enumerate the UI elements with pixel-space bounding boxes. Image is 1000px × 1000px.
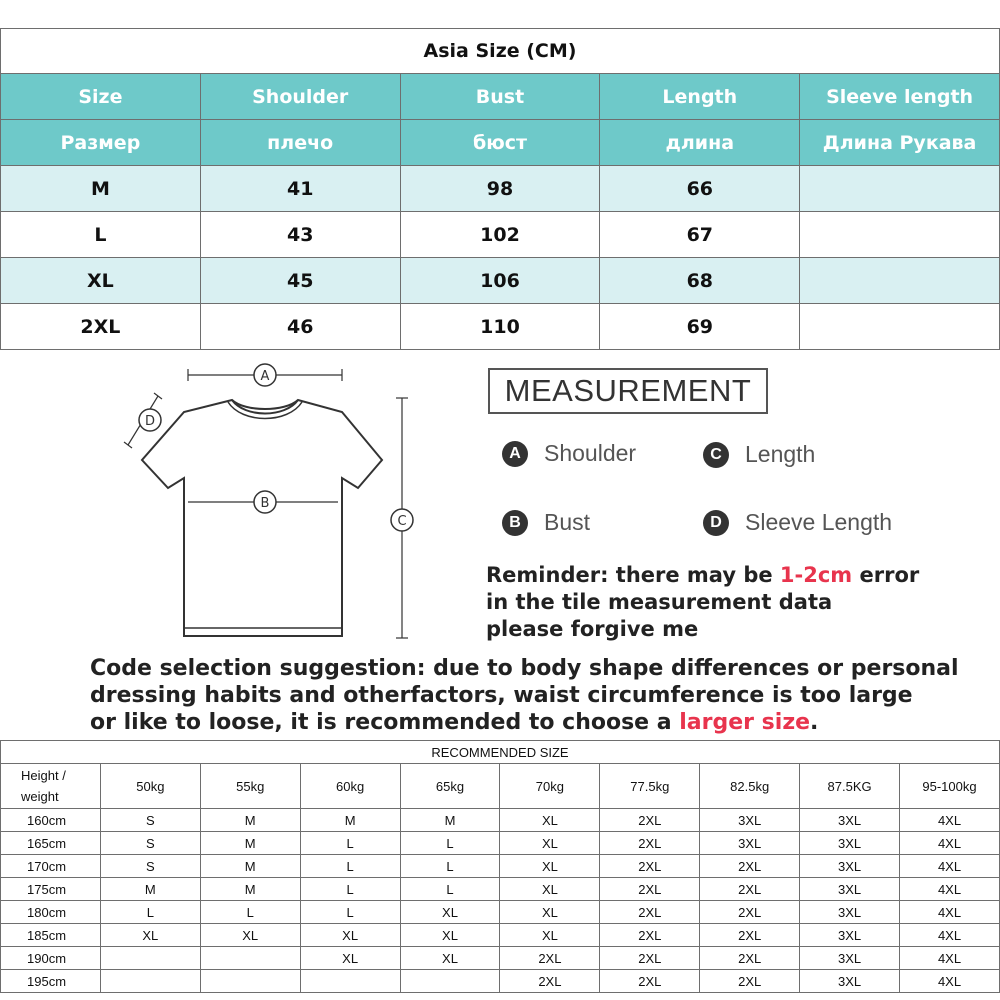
size-cell: XL [400, 947, 500, 970]
size-cell: S [100, 855, 200, 878]
suggestion-end: . [810, 710, 819, 735]
size-cell: 4XL [900, 970, 1000, 993]
table-row [1, 258, 1000, 304]
header-size: Size [1, 74, 201, 120]
height-cell: 185cm [1, 924, 101, 947]
size-cell: XL [200, 924, 300, 947]
size-table [0, 28, 1000, 350]
weight-header: 82.5kg [700, 764, 800, 809]
size-cell: M [200, 855, 300, 878]
size-cell: 4XL [900, 924, 1000, 947]
badge-b-icon: B [502, 510, 528, 536]
sleeve-cell [800, 258, 1000, 304]
size-cell: 2XL [500, 970, 600, 993]
weight-header: 65kg [400, 764, 500, 809]
legend-label: Shoulder [544, 440, 637, 466]
size-table-header-ru [1, 120, 1000, 166]
height-cell: 170cm [1, 855, 101, 878]
size-cell: L [1, 212, 201, 258]
header-shoulder-ru: плечо [200, 120, 400, 166]
corner-line1: Height / [21, 768, 66, 783]
size-cell: XL [500, 832, 600, 855]
legend-label: Length [745, 441, 816, 467]
size-cell: 2XL [700, 970, 800, 993]
size-chart [0, 28, 1000, 350]
bust-cell: 102 [400, 212, 600, 258]
recommended-size-table [0, 740, 1000, 993]
size-cell: 4XL [900, 878, 1000, 901]
size-cell: 4XL [900, 832, 1000, 855]
table-row [1, 212, 1000, 258]
height-weight-header [1, 764, 101, 809]
recommended-header-row [1, 764, 1000, 809]
size-cell: 2XL [700, 901, 800, 924]
size-cell: 3XL [800, 855, 900, 878]
size-cell: L [400, 855, 500, 878]
header-bust-ru: бюст [400, 120, 600, 166]
header-length-ru: длина [600, 120, 800, 166]
size-cell [200, 947, 300, 970]
size-cell: S [100, 832, 200, 855]
table-row [1, 809, 1000, 832]
table-row [1, 304, 1000, 350]
tshirt-outline-icon [142, 400, 382, 636]
size-cell: L [300, 878, 400, 901]
reminder-text [486, 562, 986, 643]
legend-length [703, 441, 815, 468]
size-cell: 4XL [900, 901, 1000, 924]
suggestion-line2: dressing habits and otherfactors, waist circumference is too large [90, 683, 913, 708]
measurement-title: MEASUREMENT [488, 368, 768, 414]
height-cell: 195cm [1, 970, 101, 993]
size-cell: 4XL [900, 947, 1000, 970]
weight-header: 50kg [100, 764, 200, 809]
badge-a-icon: A [502, 441, 528, 467]
size-cell: XL [300, 947, 400, 970]
legend-label: Bust [544, 509, 591, 535]
size-cell: XL [500, 809, 600, 832]
legend-label: Sleeve Length [745, 509, 893, 535]
length-cell: 68 [600, 258, 800, 304]
suggestion-line1: Code selection suggestion: due to body shape differences or personal [90, 656, 959, 681]
size-cell: M [300, 809, 400, 832]
size-cell: L [400, 832, 500, 855]
weight-header: 87.5KG [800, 764, 900, 809]
size-cell: XL [500, 878, 600, 901]
suggestion-line3: or like to loose, it is recommended to choose a [90, 710, 680, 735]
size-cell: 3XL [700, 832, 800, 855]
height-cell: 180cm [1, 901, 101, 924]
sleeve-cell [800, 166, 1000, 212]
size-suggestion-text [90, 655, 990, 736]
size-cell: 2XL [700, 947, 800, 970]
size-cell: L [200, 901, 300, 924]
size-cell: 3XL [800, 901, 900, 924]
size-cell: XL [100, 924, 200, 947]
size-cell: 2XL [700, 878, 800, 901]
recommended-size-chart [0, 740, 1000, 993]
size-cell: L [400, 878, 500, 901]
size-cell: 2XL [700, 924, 800, 947]
table-row [1, 901, 1000, 924]
size-cell: M [400, 809, 500, 832]
size-cell: M [1, 166, 201, 212]
size-cell: XL [400, 924, 500, 947]
badge-d-icon: D [703, 510, 729, 536]
sleeve-cell [800, 212, 1000, 258]
size-cell: 2XL [600, 924, 700, 947]
weight-header: 60kg [300, 764, 400, 809]
weight-header: 77.5kg [600, 764, 700, 809]
suggestion-highlight: larger size [679, 710, 811, 735]
legend-shoulder [502, 440, 636, 467]
size-cell: 2XL [700, 855, 800, 878]
size-cell: 3XL [800, 878, 900, 901]
table-row [1, 970, 1000, 993]
height-cell: 175cm [1, 878, 101, 901]
legend-sleeve-length [703, 509, 892, 536]
table-row [1, 832, 1000, 855]
table-row [1, 947, 1000, 970]
size-cell: M [200, 832, 300, 855]
size-cell: XL [400, 901, 500, 924]
corner-line2: weight [21, 789, 59, 804]
header-length: Length [600, 74, 800, 120]
marker-a: A [260, 369, 270, 384]
shoulder-cell: 41 [200, 166, 400, 212]
bust-cell: 106 [400, 258, 600, 304]
reminder-line2: in the tile measurement data [486, 590, 833, 614]
size-cell: L [300, 855, 400, 878]
size-table-header-en [1, 74, 1000, 120]
table-row [1, 166, 1000, 212]
size-cell: 4XL [900, 809, 1000, 832]
size-cell: 2XL [600, 809, 700, 832]
reminder-line3: please forgive me [486, 617, 699, 641]
size-cell [100, 947, 200, 970]
recommended-title: RECOMMENDED SIZE [1, 741, 1000, 764]
header-sleeve-length: Sleeve length [800, 74, 1000, 120]
tshirt-diagram [120, 360, 440, 650]
reminder-after: error [852, 563, 920, 587]
recommended-body [1, 809, 1000, 993]
size-cell: L [300, 832, 400, 855]
size-cell: 3XL [800, 924, 900, 947]
length-cell: 69 [600, 304, 800, 350]
bust-cell: 110 [400, 304, 600, 350]
size-cell: XL [300, 924, 400, 947]
weight-header: 55kg [200, 764, 300, 809]
table-row [1, 924, 1000, 947]
size-cell [300, 970, 400, 993]
height-cell: 190cm [1, 947, 101, 970]
weight-header: 70kg [500, 764, 600, 809]
size-cell: 3XL [800, 947, 900, 970]
size-cell: M [200, 878, 300, 901]
reminder-highlight: 1-2cm [779, 563, 853, 587]
weight-header: 95-100kg [900, 764, 1000, 809]
height-cell: 165cm [1, 832, 101, 855]
size-cell: XL [500, 924, 600, 947]
size-cell [200, 970, 300, 993]
size-cell [400, 970, 500, 993]
header-bust: Bust [400, 74, 600, 120]
size-cell: 2XL [600, 947, 700, 970]
size-cell: 3XL [800, 970, 900, 993]
table-row [1, 855, 1000, 878]
size-cell: L [300, 901, 400, 924]
size-cell: 2XL [500, 947, 600, 970]
size-cell: 2XL [600, 832, 700, 855]
size-cell: XL [500, 855, 600, 878]
size-cell: XL [500, 901, 600, 924]
shoulder-cell: 46 [200, 304, 400, 350]
table-row [1, 878, 1000, 901]
size-cell: 4XL [900, 855, 1000, 878]
header-size-ru: Размер [1, 120, 201, 166]
legend-bust [502, 509, 590, 536]
reminder-before: Reminder: there may be [486, 563, 780, 587]
size-cell: 3XL [800, 832, 900, 855]
size-cell: 3XL [800, 809, 900, 832]
marker-d: D [144, 414, 156, 429]
size-cell: 3XL [700, 809, 800, 832]
size-cell: XL [1, 258, 201, 304]
size-cell: L [100, 901, 200, 924]
height-cell: 160cm [1, 809, 101, 832]
bust-cell: 98 [400, 166, 600, 212]
size-cell: M [200, 809, 300, 832]
size-table-title: Asia Size (CM) [1, 29, 1000, 74]
size-cell: 2XL [600, 970, 700, 993]
header-shoulder: Shoulder [200, 74, 400, 120]
size-cell: 2XL [600, 901, 700, 924]
size-cell: M [100, 878, 200, 901]
length-cell: 66 [600, 166, 800, 212]
size-cell: S [100, 809, 200, 832]
size-cell: 2XL [600, 878, 700, 901]
size-cell: 2XL [600, 855, 700, 878]
shoulder-cell: 43 [200, 212, 400, 258]
marker-c: C [397, 514, 407, 529]
sleeve-cell [800, 304, 1000, 350]
size-cell: 2XL [1, 304, 201, 350]
marker-b: B [260, 496, 270, 511]
shoulder-cell: 45 [200, 258, 400, 304]
size-cell [100, 970, 200, 993]
badge-c-icon: C [703, 442, 729, 468]
length-cell: 67 [600, 212, 800, 258]
header-sleeve-length-ru: Длина Рукава [800, 120, 1000, 166]
